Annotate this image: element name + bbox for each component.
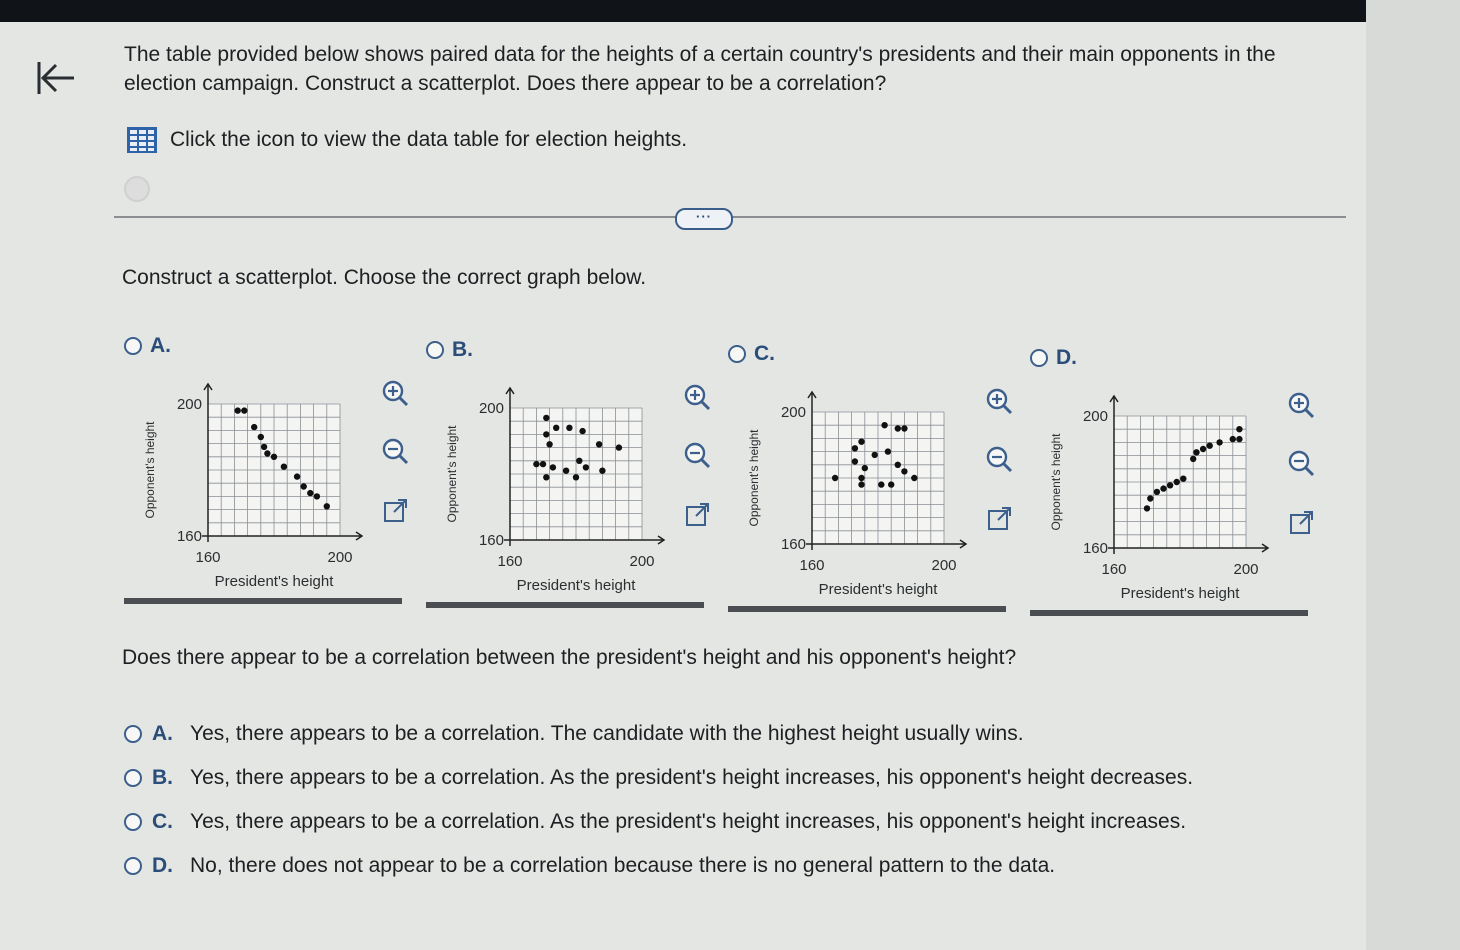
y-axis-label: Opponent's height xyxy=(445,425,459,523)
answer-letter: A. xyxy=(152,722,173,745)
back-arrow-icon[interactable] xyxy=(34,58,78,98)
x-tick-label: 200 xyxy=(931,557,957,574)
data-point xyxy=(1216,439,1222,445)
option-letter: D. xyxy=(1056,346,1077,369)
data-point xyxy=(1236,436,1242,442)
zoom-out-icon[interactable] xyxy=(1284,446,1318,480)
option-header[interactable] xyxy=(426,338,473,362)
option-underline xyxy=(124,598,402,604)
data-point xyxy=(911,475,917,481)
data-point xyxy=(543,474,549,480)
y-tick-label: 200 xyxy=(478,400,504,417)
radio-button[interactable] xyxy=(426,341,444,359)
x-tick-label: 160 xyxy=(195,549,221,566)
graph-option-c[interactable] xyxy=(728,342,1028,622)
answer-text: Yes, there appears to be a correlation. The candidate with the highest height usually wins. xyxy=(190,722,1024,745)
data-point xyxy=(550,464,556,470)
scatterplot xyxy=(1030,386,1280,616)
y-axis-label: Opponent's height xyxy=(143,421,157,519)
x-axis-label: President's height xyxy=(818,581,938,598)
y-axis-label: Opponent's height xyxy=(1049,433,1063,531)
option-header[interactable] xyxy=(124,334,171,358)
x-axis-label: President's height xyxy=(516,577,636,594)
data-point xyxy=(1207,443,1213,449)
data-point xyxy=(1193,449,1199,455)
x-tick-label: 200 xyxy=(1233,561,1259,578)
data-point xyxy=(888,481,894,487)
graph-option-d[interactable] xyxy=(1030,346,1330,626)
data-point xyxy=(540,461,546,467)
data-point xyxy=(543,431,549,437)
data-point xyxy=(862,465,868,471)
x-axis-label: President's height xyxy=(1120,585,1240,602)
question-text: The table provided below shows paired data for the heights of a certain country's presidents and their main opponents in the election campaign. Construct a scatterplot. Does there appear to be a correlation? xyxy=(124,43,1276,95)
data-point xyxy=(261,444,267,450)
data-point xyxy=(307,490,313,496)
data-point xyxy=(583,464,589,470)
scatterplot xyxy=(426,378,676,608)
y-tick-label: 200 xyxy=(1082,408,1108,425)
data-point xyxy=(1236,426,1242,432)
data-point xyxy=(251,424,257,430)
right-margin xyxy=(1366,0,1460,950)
data-point xyxy=(563,468,569,474)
data-point xyxy=(1160,485,1166,491)
answer-letter: B. xyxy=(152,766,173,789)
data-point xyxy=(281,464,287,470)
zoom-in-icon[interactable] xyxy=(982,384,1016,418)
data-point xyxy=(576,458,582,464)
answer-letter: C. xyxy=(152,810,173,833)
more-button[interactable]: ··· xyxy=(675,208,733,230)
y-tick-label: 200 xyxy=(176,396,202,413)
table-icon[interactable] xyxy=(126,126,158,154)
zoom-in-icon[interactable] xyxy=(1284,388,1318,422)
data-table-link[interactable] xyxy=(126,126,687,154)
data-point xyxy=(881,422,887,428)
x-tick-label: 160 xyxy=(1101,561,1127,578)
data-link-text[interactable]: Click the icon to view the data table for election heights. xyxy=(170,128,688,151)
graph-option-a[interactable] xyxy=(124,334,424,614)
y-tick-label: 200 xyxy=(780,404,806,421)
y-tick-label: 160 xyxy=(176,528,202,545)
data-point xyxy=(324,503,330,509)
data-point xyxy=(1190,456,1196,462)
y-tick-label: 160 xyxy=(1082,540,1108,557)
x-tick-label: 200 xyxy=(629,553,655,570)
answer-text: Yes, there appears to be a correlation. As the president's height increases, his opponent's height increases. xyxy=(190,810,1187,833)
answer-option-b[interactable] xyxy=(124,756,1193,800)
graph-option-b[interactable] xyxy=(426,338,726,618)
data-point xyxy=(1154,489,1160,495)
top-bar xyxy=(0,0,1366,22)
data-point xyxy=(895,462,901,468)
data-point xyxy=(533,461,539,467)
option-header[interactable] xyxy=(1030,346,1077,370)
data-point xyxy=(573,474,579,480)
scatterplot xyxy=(728,382,978,612)
zoom-in-icon[interactable] xyxy=(680,380,714,414)
faded-marker xyxy=(124,176,150,202)
y-tick-label: 160 xyxy=(780,536,806,553)
radio-button[interactable] xyxy=(1030,349,1048,367)
y-tick-label: 160 xyxy=(478,532,504,549)
data-point xyxy=(1144,505,1150,511)
data-point xyxy=(1147,495,1153,501)
data-point xyxy=(878,481,884,487)
zoom-out-icon[interactable] xyxy=(982,442,1016,476)
correlation-question: Does there appear to be a correlation between the president's height and his opponent's height? xyxy=(122,646,1017,669)
open-external-icon[interactable] xyxy=(378,494,412,528)
x-tick-label: 160 xyxy=(497,553,523,570)
option-header[interactable] xyxy=(728,342,775,366)
scatterplot xyxy=(124,374,374,604)
answer-option-c[interactable] xyxy=(124,800,1193,844)
zoom-out-icon[interactable] xyxy=(680,438,714,472)
radio-button[interactable] xyxy=(728,345,746,363)
answer-option-a[interactable] xyxy=(124,712,1193,756)
open-external-icon[interactable] xyxy=(680,498,714,532)
data-point xyxy=(895,425,901,431)
data-point xyxy=(852,445,858,451)
data-point xyxy=(901,468,907,474)
y-axis-label: Opponent's height xyxy=(747,429,761,527)
instruction-text: Construct a scatterplot. Choose the correct graph below. xyxy=(122,266,647,289)
data-point xyxy=(858,481,864,487)
data-point xyxy=(832,475,838,481)
data-point xyxy=(858,439,864,445)
data-point xyxy=(1230,436,1236,442)
x-tick-label: 160 xyxy=(799,557,825,574)
data-point xyxy=(543,415,549,421)
radio-button[interactable] xyxy=(124,337,142,355)
data-point xyxy=(1180,476,1186,482)
x-axis-label: President's height xyxy=(214,573,334,590)
data-point xyxy=(616,444,622,450)
data-point xyxy=(858,475,864,481)
zoom-out-icon[interactable] xyxy=(378,434,412,468)
answer-letter: D. xyxy=(152,854,173,877)
answer-option-d[interactable] xyxy=(124,844,1193,888)
option-underline xyxy=(426,602,704,608)
data-point xyxy=(553,425,559,431)
data-point xyxy=(294,473,300,479)
open-external-icon[interactable] xyxy=(1284,506,1318,540)
data-point xyxy=(566,425,572,431)
radio-button[interactable] xyxy=(124,769,142,787)
data-point xyxy=(1167,482,1173,488)
radio-button[interactable] xyxy=(124,857,142,875)
option-letter: B. xyxy=(452,338,473,361)
option-letter: A. xyxy=(150,334,171,357)
data-point xyxy=(264,450,270,456)
data-point xyxy=(241,407,247,413)
option-letter: C. xyxy=(754,342,775,365)
radio-button[interactable] xyxy=(124,813,142,831)
answer-text: No, there does not appear to be a correlation because there is no general pattern to the data. xyxy=(190,854,1056,877)
data-point xyxy=(579,428,585,434)
data-point xyxy=(901,425,907,431)
data-point xyxy=(258,434,264,440)
data-point xyxy=(546,441,552,447)
data-point xyxy=(235,407,241,413)
option-underline xyxy=(728,606,1006,612)
answer-choices xyxy=(124,712,1193,888)
option-underline xyxy=(1030,610,1308,616)
answer-text: Yes, there appears to be a correlation. As the president's height increases, his opponent's height decreases. xyxy=(190,766,1194,789)
data-point xyxy=(1174,479,1180,485)
data-point xyxy=(885,448,891,454)
data-point xyxy=(852,458,858,464)
data-point xyxy=(872,452,878,458)
data-point xyxy=(1200,446,1206,452)
zoom-in-icon[interactable] xyxy=(378,376,412,410)
data-point xyxy=(301,483,307,489)
radio-button[interactable] xyxy=(124,725,142,743)
data-point xyxy=(314,493,320,499)
x-tick-label: 200 xyxy=(327,549,353,566)
data-point xyxy=(599,468,605,474)
data-point xyxy=(596,441,602,447)
open-external-icon[interactable] xyxy=(982,502,1016,536)
data-point xyxy=(271,454,277,460)
